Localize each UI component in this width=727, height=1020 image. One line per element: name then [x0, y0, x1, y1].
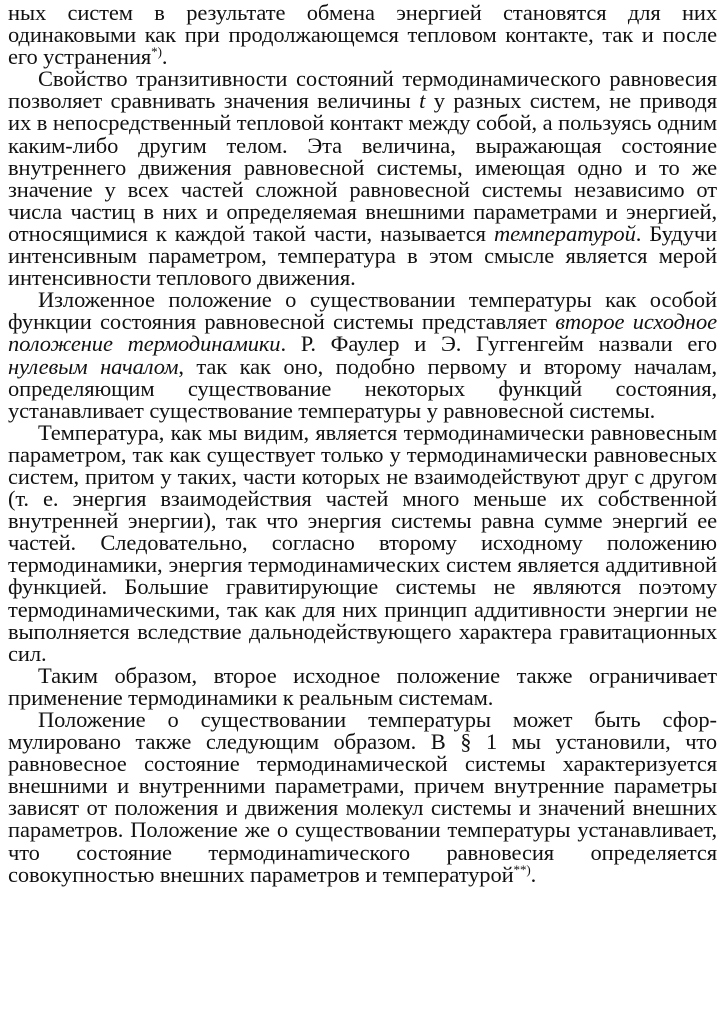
paragraph-4 — [8, 419, 717, 666]
emphasized-term: температурой — [494, 220, 636, 246]
text-run: ных систем в результате обмена энергией становятся для них одинаковыми как при продолжающемся тепловом контакте, так и после его устранения — [8, 0, 717, 70]
footnote-marker: *) — [151, 44, 162, 60]
text-run: Изложенное положение о существовании температуры как особой функции состояния равновесной системы представляет — [8, 287, 717, 335]
emphasized-term: t — [419, 88, 426, 114]
paragraph-2 — [8, 68, 717, 289]
text-run: . — [161, 44, 168, 70]
paragraph-5 — [8, 662, 717, 710]
text-run: у разных систем, не приводя их в непосредственный тепловой контакт между собой, а пользуясь одним каким-либо другим телом. Эта величина, выражающая состояние внутреннего движения равновесной системы, имеющая одно и то же значение у всех частей сложной равновесной системы независимо от числа частиц в них и определяемая внешними параметрами и энергией, относящимися к каждой такой части, называется — [8, 88, 717, 246]
paragraph-1 — [8, 2, 717, 68]
text-run: . Будучи интенсивным параметром, температура в этом смысле является мерой интенсивности теплового движения. — [8, 220, 717, 291]
paragraph-6 — [8, 709, 717, 886]
text-run: . — [530, 861, 537, 887]
text-run: . Р. Фаулер и Э. Гуггенгейм назвали его — [280, 331, 717, 357]
text-run: , так как оно, подобно первому и второму началам, определяющим существование некоторых функций состояния, устанавливает существование температуры у равновесной системы. — [8, 353, 718, 423]
text-run: Температура, как мы видим, является термодинамически равновесным параметром, так как существует только у термодинамически равновесных систем, притом у таких, части которых не взаимодействуют друг с другом (т. е. энергия взаимодействия частей много меньше их собственной внутренней энергии), так что энергия системы равна сумме энергий ее частей. Следовательно, согласно второму исходному положению термодинамики, энергия термодинамических систем является аддитивной функцией. Большие гравитирующие системы не являются поэтому термодинамическими, так как для них принцип аддитивности энергии не выполняется вследствие дальнодействующего характера гравитационных сил. — [8, 419, 717, 666]
text-run: Положение о существовании температуры может быть сформулировано также следующим образом. В § 1 мы установили, что равновесное состояние термодинамической системы характеризуется внешними и внутренними параметрами, причем внутренние параметры зависят от положения и движения молекул системы и значений внешних параметров. Положение же о существовании температуры устанавливает, что состояние термодинаmического равновесия определяется совокупностью внешних параметров и температурой — [8, 707, 717, 887]
footnote-marker: **) — [513, 861, 531, 877]
text-run: Свойство транзитивности состояний термодинамического равновесия позволяет сравнивать значения величины — [8, 66, 717, 114]
paragraph-3 — [8, 289, 717, 422]
emphasized-term: второе исходное положение термодинамики — [8, 309, 717, 357]
emphasized-term: нулевым началом — [8, 353, 179, 379]
text-run: Таким образом, второе исходное положение также ограничивает применение термодинамики к реальным системам. — [8, 662, 717, 710]
